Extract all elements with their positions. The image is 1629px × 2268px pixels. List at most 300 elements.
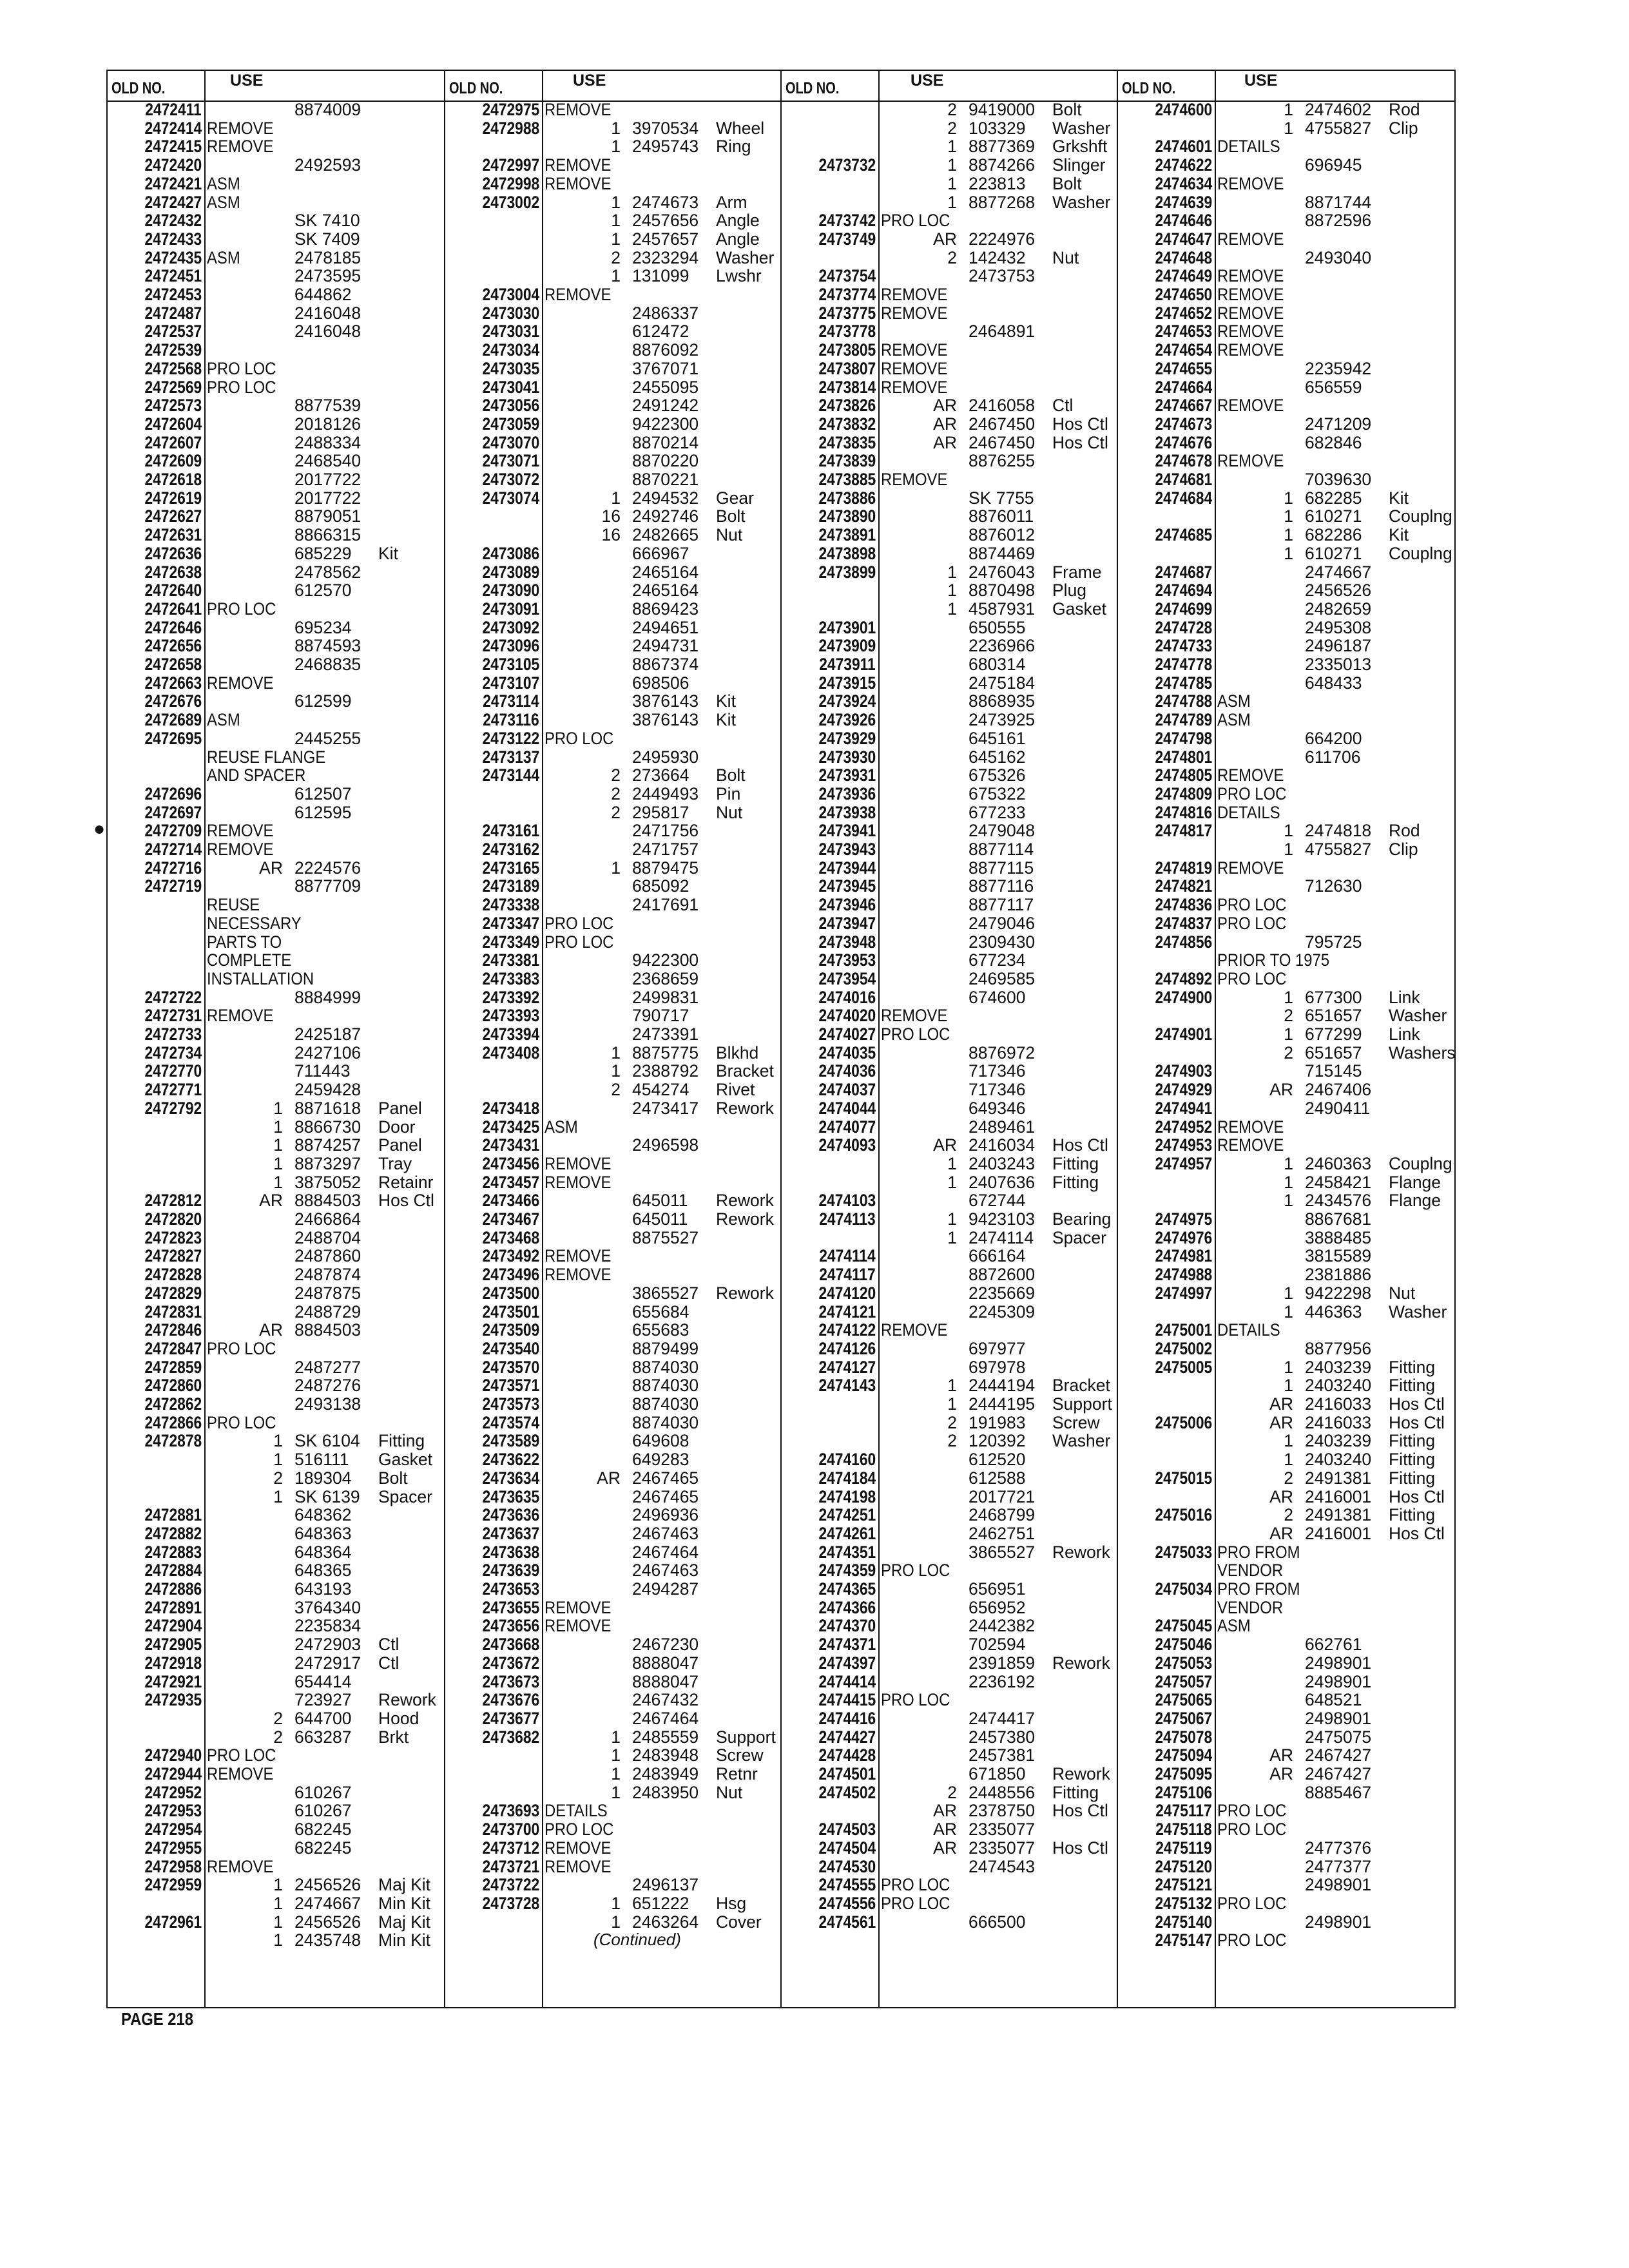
table-row <box>782 1654 1118 1673</box>
old-part-number: 2474370 <box>818 1616 876 1636</box>
old-part-number: 2474428 <box>818 1745 876 1765</box>
new-part-number: 2469585 <box>969 968 1036 988</box>
new-part-number: 675326 <box>969 765 1026 785</box>
new-part-number: 663287 <box>294 1727 352 1747</box>
quantity: 1 <box>947 137 957 157</box>
new-part-number: 2488704 <box>294 1227 361 1247</box>
new-part-number: 654414 <box>294 1671 352 1691</box>
table-row <box>445 1450 782 1469</box>
use-note: PRO LOC <box>545 932 614 952</box>
old-part-number: 2475147 <box>1155 1930 1212 1950</box>
table-row <box>445 1340 782 1358</box>
use-note: REMOVE <box>207 673 274 693</box>
table-row <box>445 415 782 434</box>
table-row <box>445 988 782 1007</box>
table-row <box>782 1709 1118 1728</box>
use-note: PRO LOC <box>207 1412 276 1432</box>
new-part-number: 2494731 <box>632 636 699 656</box>
table-row <box>445 563 782 582</box>
new-part-number: 2416058 <box>969 396 1036 416</box>
part-description: Fitting <box>1052 1172 1099 1192</box>
part-description: Nut <box>716 1782 743 1802</box>
use-note: REMOVE <box>1217 340 1284 360</box>
quantity: 1 <box>273 1431 283 1451</box>
old-part-number: 2474903 <box>1155 1061 1212 1081</box>
table-row <box>108 378 444 397</box>
old-part-number: 2474117 <box>819 1265 876 1285</box>
old-part-number: 2474687 <box>1155 562 1212 582</box>
table-row <box>108 970 444 988</box>
use-note: REMOVE <box>545 1265 612 1285</box>
new-part-number: 2425187 <box>294 1024 361 1044</box>
new-part-number: 2458421 <box>1305 1172 1372 1192</box>
table-row <box>782 249 1118 267</box>
new-part-number: 2473391 <box>632 1024 699 1044</box>
quantity: AR <box>1269 1412 1293 1432</box>
old-part-number: 2473089 <box>482 562 539 582</box>
old-part-number: 2473116 <box>483 710 539 730</box>
new-part-number: 2416001 <box>1305 1523 1372 1543</box>
table-row <box>445 1599 782 1617</box>
new-part-number: 8868935 <box>969 691 1036 711</box>
old-part-number: 2472696 <box>144 783 202 803</box>
new-part-number: 8879499 <box>632 1338 699 1358</box>
quantity: 1 <box>947 155 957 175</box>
use-note: REUSE FLANGE <box>207 747 326 767</box>
old-part-number: 2475094 <box>1155 1745 1212 1765</box>
part-description: Min Kit <box>378 1893 430 1913</box>
new-part-number: 682285 <box>1305 488 1362 508</box>
old-part-number: 2472716 <box>144 858 202 878</box>
table-row <box>782 1229 1118 1247</box>
table-row <box>1118 674 1456 693</box>
new-part-number: 2488729 <box>294 1302 361 1321</box>
quantity: 1 <box>273 1098 283 1118</box>
new-part-number: 2495930 <box>632 747 699 767</box>
table-row <box>108 1580 444 1599</box>
part-description: Pin <box>716 783 741 803</box>
table-row <box>445 896 782 914</box>
quantity: 1 <box>611 137 621 157</box>
part-description: Bolt <box>716 765 746 785</box>
new-part-number: 8888047 <box>632 1653 699 1673</box>
quantity: 2 <box>611 802 621 822</box>
new-part-number: 2416048 <box>294 322 361 341</box>
new-part-number: 3767071 <box>632 358 699 378</box>
table-row <box>445 378 782 397</box>
old-part-number: 2474678 <box>1155 451 1212 471</box>
new-part-number: 8874257 <box>294 1135 361 1155</box>
table-row <box>782 711 1118 729</box>
table-row <box>108 1654 444 1673</box>
table-row <box>782 1488 1118 1506</box>
old-part-number: 2473676 <box>482 1690 539 1710</box>
new-part-number: 2467464 <box>632 1708 699 1728</box>
table-row <box>445 285 782 304</box>
table-row <box>782 1340 1118 1358</box>
part-description: Fitting <box>1389 1505 1436 1525</box>
table-row <box>445 1580 782 1599</box>
use-note: REMOVE <box>881 1006 948 1026</box>
table-row <box>108 1118 444 1137</box>
new-part-number: 8875527 <box>632 1227 699 1247</box>
old-part-number: 2473349 <box>482 932 539 952</box>
header-old-no: OLD NO. <box>1122 79 1176 97</box>
table-row <box>1118 1635 1456 1654</box>
old-part-number: 2475006 <box>1155 1412 1212 1432</box>
use-note: PRO LOC <box>1217 1820 1287 1840</box>
table-row <box>1118 822 1456 840</box>
old-part-number: 2472619 <box>144 488 202 508</box>
old-part-number: 2473092 <box>482 617 539 637</box>
old-part-number: 2474251 <box>818 1505 876 1525</box>
table-row <box>782 193 1118 212</box>
use-note: AND SPACER <box>207 765 306 785</box>
table-row <box>445 840 782 859</box>
use-note: PARTS TO <box>207 932 282 952</box>
new-part-number: 656951 <box>969 1579 1026 1599</box>
old-part-number: 2472433 <box>144 229 202 249</box>
parts-table <box>93 70 1456 2008</box>
table-row <box>445 619 782 637</box>
part-description: Hos Ctl <box>378 1191 434 1211</box>
table-row <box>782 859 1118 878</box>
new-part-number: 2474543 <box>969 1856 1036 1876</box>
table-row <box>445 1561 782 1580</box>
table-row <box>1118 1303 1456 1321</box>
part-description: Rework <box>378 1690 436 1710</box>
part-description: Nut <box>716 802 743 822</box>
header-old-no: OLD NO. <box>111 79 166 97</box>
old-part-number: 2474733 <box>1155 636 1212 656</box>
part-description: Rework <box>1052 1653 1110 1673</box>
new-part-number: 2477377 <box>1305 1856 1372 1876</box>
new-part-number: 8872596 <box>1305 211 1372 231</box>
quantity: 2 <box>273 1727 283 1747</box>
old-part-number: 2474801 <box>1155 747 1212 767</box>
table-row <box>1118 1913 1456 1932</box>
new-part-number: 2494532 <box>632 488 699 508</box>
table-row <box>108 1321 444 1340</box>
part-description: Bolt <box>1052 173 1082 193</box>
old-part-number: 2473901 <box>818 617 876 637</box>
table-row <box>108 360 444 378</box>
new-part-number: 2235834 <box>294 1616 361 1636</box>
table-row <box>1118 249 1456 267</box>
table-row <box>108 1173 444 1192</box>
new-part-number: 8867374 <box>632 655 699 674</box>
table-row <box>782 211 1118 230</box>
table-row <box>108 1561 444 1580</box>
table-row <box>782 322 1118 341</box>
quantity: AR <box>933 432 957 452</box>
old-part-number: 2475001 <box>1155 1320 1212 1340</box>
new-part-number: 664200 <box>1305 728 1362 748</box>
old-part-number: 2473805 <box>818 340 876 360</box>
new-part-number: 2467450 <box>969 432 1036 452</box>
quantity: 2 <box>1284 1505 1293 1525</box>
quantity: 1 <box>611 1061 621 1081</box>
table-row <box>1118 1376 1456 1395</box>
part-description: Tray <box>378 1153 412 1173</box>
old-part-number: 2473775 <box>818 303 876 323</box>
table-row <box>445 1210 782 1229</box>
new-part-number: 2483948 <box>632 1745 699 1765</box>
use-note: REMOVE <box>881 358 948 378</box>
table-row <box>445 674 782 693</box>
old-part-number: 2473122 <box>482 728 539 748</box>
table-row <box>1118 951 1456 970</box>
new-part-number: 8877369 <box>969 137 1036 157</box>
table-row <box>108 1081 444 1099</box>
old-part-number: 2473672 <box>482 1653 539 1673</box>
table-row <box>445 822 782 840</box>
new-part-number: 2474818 <box>1305 821 1372 841</box>
use-note: PRIOR TO 1975 <box>1217 950 1330 970</box>
old-part-number: 2473754 <box>818 266 876 286</box>
new-part-number: 8877539 <box>294 396 361 416</box>
new-part-number: 685092 <box>632 876 689 896</box>
table-row <box>445 1265 782 1284</box>
part-description: Kit <box>1389 525 1409 545</box>
header-old-no: OLD NO. <box>786 79 840 97</box>
table-row <box>1118 637 1456 655</box>
old-part-number: 2473189 <box>482 876 539 896</box>
header-use: USE <box>230 72 264 90</box>
quantity: 1 <box>611 1727 621 1747</box>
table-row <box>782 1025 1118 1044</box>
new-part-number: 655683 <box>632 1320 689 1340</box>
old-part-number: 2472627 <box>144 506 202 526</box>
old-part-number: 2474809 <box>1155 783 1212 803</box>
new-part-number: 650555 <box>969 617 1026 637</box>
new-part-number: 2496936 <box>632 1505 699 1525</box>
quantity: 1 <box>273 1930 283 1950</box>
quantity: AR <box>933 1801 957 1821</box>
old-part-number: 2474997 <box>1155 1283 1212 1303</box>
use-note: REMOVE <box>545 1856 612 1876</box>
old-part-number: 2473105 <box>482 655 539 674</box>
table-row <box>445 729 782 748</box>
table-row <box>445 1728 782 1747</box>
table-row <box>782 1599 1118 1617</box>
old-part-number: 2475002 <box>1155 1338 1212 1358</box>
old-part-number: 2472658 <box>144 655 202 674</box>
new-part-number: 2434576 <box>1305 1191 1372 1211</box>
table-row <box>1118 1265 1456 1284</box>
part-description: Rework <box>1052 1542 1110 1562</box>
column-header <box>782 71 1118 102</box>
table-row <box>445 101 782 119</box>
new-part-number: 671850 <box>969 1764 1026 1783</box>
new-part-number: 9422300 <box>632 950 699 970</box>
part-description: Washer <box>1389 1006 1447 1026</box>
quantity: AR <box>1269 1394 1293 1414</box>
part-description: Rework <box>716 1209 774 1229</box>
old-part-number: 2472695 <box>144 728 202 748</box>
new-part-number: 2467464 <box>632 1542 699 1562</box>
part-description: Hos Ctl <box>1052 1838 1108 1858</box>
use-note: REMOVE <box>1217 1117 1284 1137</box>
table-row <box>108 1913 444 1932</box>
new-part-number: 695234 <box>294 617 352 637</box>
table-row <box>108 1858 444 1876</box>
new-part-number: 3764340 <box>294 1597 361 1617</box>
part-description: Screw <box>716 1745 764 1765</box>
quantity: 2 <box>947 1412 957 1432</box>
table-row <box>782 1118 1118 1137</box>
old-part-number: 2474788 <box>1155 691 1212 711</box>
table-row <box>1118 415 1456 434</box>
old-part-number: 2474856 <box>1155 932 1212 952</box>
new-part-number: 2487277 <box>294 1357 361 1377</box>
table-row <box>782 1395 1118 1414</box>
new-part-number: 2235942 <box>1305 358 1372 378</box>
new-part-number: 2471757 <box>632 840 699 859</box>
use-note: REMOVE <box>1217 322 1284 341</box>
table-row <box>782 933 1118 952</box>
use-note: REMOVE <box>1217 173 1284 193</box>
table-row <box>782 877 1118 896</box>
table-row <box>445 1635 782 1654</box>
new-part-number: 8888047 <box>632 1671 699 1691</box>
table-row <box>1118 877 1456 896</box>
new-part-number: 189304 <box>294 1468 352 1488</box>
new-part-number: 649283 <box>632 1450 689 1470</box>
use-note: PRO LOC <box>1217 895 1287 915</box>
quantity: 1 <box>611 488 621 508</box>
new-part-number: 2473417 <box>632 1098 699 1118</box>
table-row <box>1118 137 1456 156</box>
table-row <box>445 1284 782 1303</box>
table-row <box>1118 1876 1456 1894</box>
table-row <box>108 1062 444 1081</box>
new-part-number: 680314 <box>969 655 1026 674</box>
table-row <box>108 1839 444 1858</box>
old-part-number: 2472958 <box>144 1856 202 1876</box>
table-row <box>108 1876 444 1894</box>
new-part-number: 8870221 <box>632 470 699 489</box>
table-row <box>1118 1432 1456 1450</box>
quantity: 1 <box>1284 100 1293 119</box>
table-row <box>782 785 1118 803</box>
header-use: USE <box>911 72 944 90</box>
table-row <box>445 1691 782 1709</box>
new-part-number: 677233 <box>969 802 1026 822</box>
table-row <box>445 1303 782 1321</box>
new-part-number: SK 6139 <box>294 1486 360 1506</box>
table-row <box>782 840 1118 859</box>
old-part-number: 2473107 <box>482 673 539 693</box>
old-part-number: 2473655 <box>482 1597 539 1617</box>
table-row <box>445 1062 782 1081</box>
table-row <box>782 489 1118 508</box>
new-part-number: 8870498 <box>969 581 1036 601</box>
new-part-number: 2491242 <box>632 396 699 416</box>
quantity: 1 <box>1284 506 1293 526</box>
quantity: AR <box>933 1135 957 1155</box>
part-description: Bolt <box>716 506 746 526</box>
table-row <box>108 914 444 933</box>
old-part-number: 2473144 <box>482 765 539 785</box>
new-part-number: 2486337 <box>632 303 699 323</box>
table-row <box>782 230 1118 249</box>
table-row <box>1118 489 1456 508</box>
part-description: Frame <box>1052 562 1102 582</box>
old-part-number: 2473948 <box>818 932 876 952</box>
old-part-number: 2472663 <box>144 673 202 693</box>
use-note: REMOVE <box>545 1838 612 1858</box>
old-part-number: 2473540 <box>482 1338 539 1358</box>
old-part-number: 2474685 <box>1155 525 1212 545</box>
table-row <box>108 1450 444 1469</box>
table-row <box>445 267 782 285</box>
quantity: 1 <box>947 1172 957 1192</box>
table-row <box>445 655 782 674</box>
table-row <box>108 1931 444 1950</box>
old-part-number: 2472451 <box>144 266 202 286</box>
old-part-number: 2474699 <box>1155 599 1212 619</box>
new-part-number: 648433 <box>1305 673 1362 693</box>
table-row <box>108 877 444 896</box>
new-part-number: 8871618 <box>294 1098 361 1118</box>
table-row <box>445 1654 782 1673</box>
column-header <box>445 71 782 102</box>
old-part-number: 2474503 <box>818 1820 876 1840</box>
new-part-number: 8867681 <box>1305 1209 1372 1229</box>
part-description: Panel <box>378 1135 422 1155</box>
table-row <box>445 137 782 156</box>
old-part-number: 2472940 <box>144 1745 202 1765</box>
new-part-number: 2416033 <box>1305 1394 1372 1414</box>
old-part-number: 2472411 <box>145 100 202 119</box>
table-row <box>108 1783 444 1802</box>
table-row <box>108 766 444 785</box>
part-description: Spacer <box>378 1486 432 1506</box>
quantity: 1 <box>1284 1024 1293 1044</box>
new-part-number: 666967 <box>632 543 689 563</box>
new-part-number: 2496137 <box>632 1875 699 1895</box>
table-row <box>1118 1746 1456 1765</box>
use-note: PRO LOC <box>207 1745 276 1765</box>
new-part-number: 3876143 <box>632 691 699 711</box>
old-part-number: 2473693 <box>482 1801 539 1821</box>
new-part-number: 2466864 <box>294 1209 361 1229</box>
new-part-number: 9419000 <box>969 100 1036 119</box>
old-part-number: 2472636 <box>144 543 202 563</box>
table-row <box>782 970 1118 988</box>
quantity: 1 <box>947 192 957 212</box>
new-part-number: 2391859 <box>969 1653 1036 1673</box>
new-part-number: 2407636 <box>969 1172 1036 1192</box>
table-row <box>782 581 1118 600</box>
table-row <box>108 1265 444 1284</box>
new-part-number: 2496598 <box>632 1135 699 1155</box>
new-part-number: 3875052 <box>294 1172 361 1192</box>
table-row <box>1118 563 1456 582</box>
table-row <box>108 267 444 285</box>
table-row <box>782 1247 1118 1265</box>
new-part-number: 685229 <box>294 543 352 563</box>
old-part-number: 2474555 <box>818 1875 876 1895</box>
table-row <box>445 1746 782 1765</box>
old-part-number: 2472905 <box>144 1635 202 1655</box>
old-part-number: 2474371 <box>818 1635 876 1655</box>
use-note: PRO LOC <box>545 1820 614 1840</box>
new-part-number: 698506 <box>632 673 689 693</box>
new-part-number: 2482659 <box>1305 599 1372 619</box>
new-part-number: 8869423 <box>632 599 699 619</box>
